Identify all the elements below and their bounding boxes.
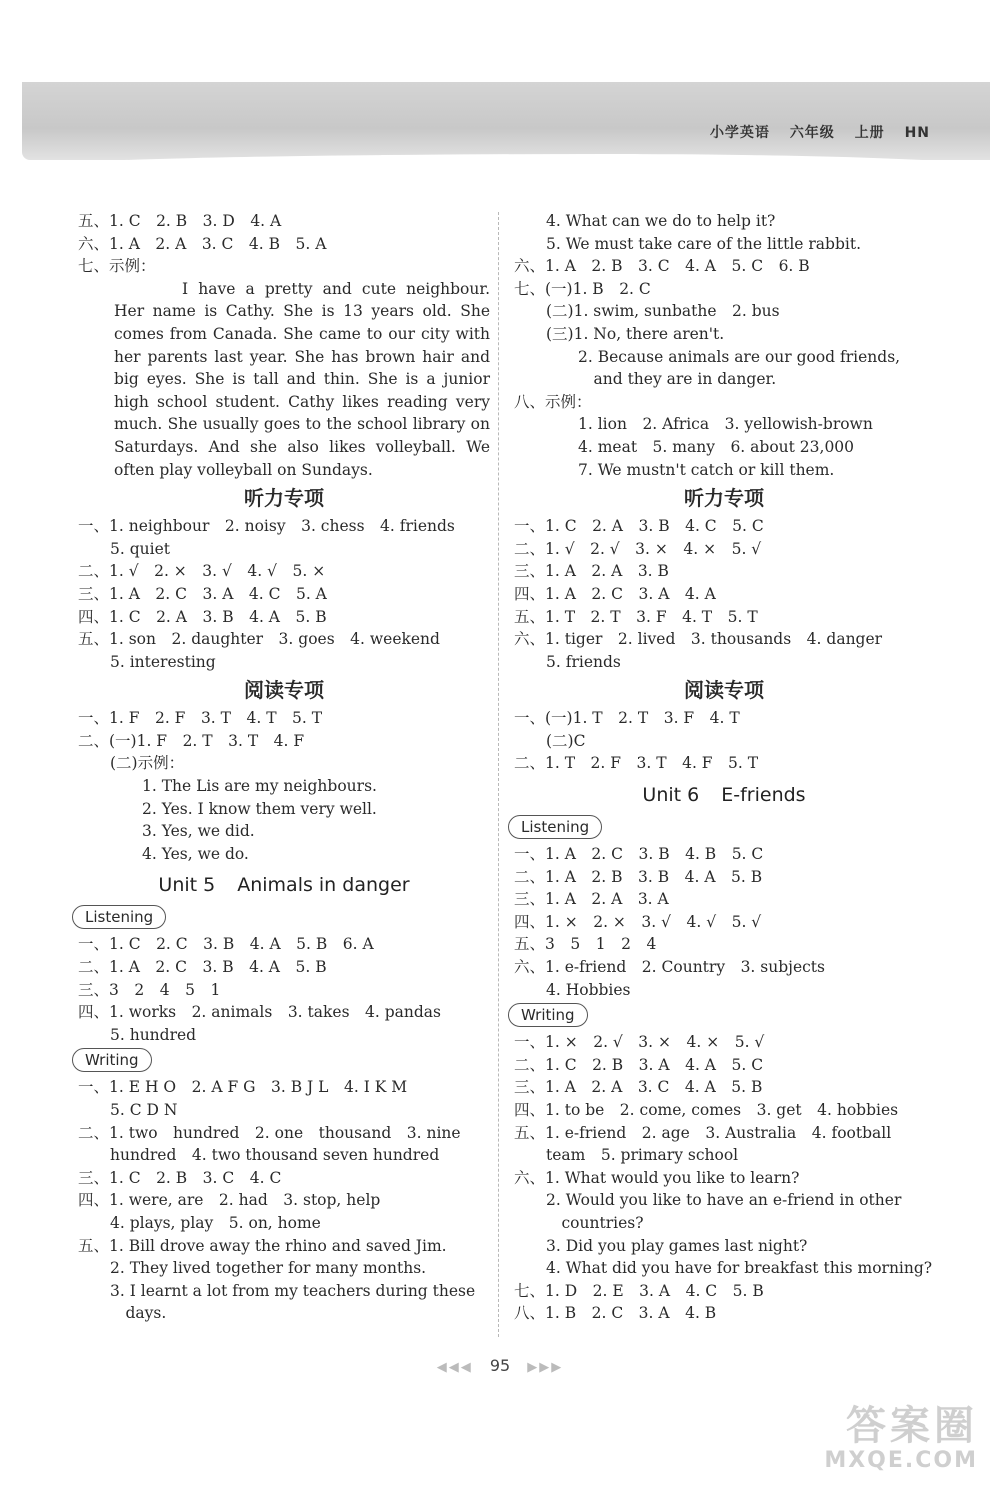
header-edition: HN bbox=[904, 125, 930, 141]
answer-line: 八、示例： bbox=[514, 392, 592, 411]
answer-line: 七、示例： bbox=[78, 257, 156, 276]
answer-line: 七、(一)1. B 2. C bbox=[514, 279, 651, 298]
section-tag: Writing bbox=[72, 1048, 152, 1072]
answer-line: 5. interesting bbox=[110, 652, 216, 671]
answer-line: 六、1. What would you like to learn? bbox=[514, 1168, 800, 1187]
answer-line: 5. We must take care of the little rabbit. bbox=[546, 234, 862, 253]
answer-line: 二、1. two hundred 2. one thousand 3. nine bbox=[78, 1123, 461, 1142]
answer-line: 二、1. A 2. C 3. B 4. A 5. B bbox=[78, 958, 327, 977]
section-tag-row bbox=[78, 903, 490, 933]
answer-line: 三、1. A 2. C 3. A 4. C 5. A bbox=[78, 584, 327, 603]
answer-line: hundred 4. two thousand seven hundred bbox=[110, 1146, 440, 1165]
section-tag: Listening bbox=[72, 905, 166, 929]
answer-line: 二、1. T 2. F 3. T 4. F 5. T bbox=[514, 754, 759, 773]
answer-line: days. bbox=[110, 1304, 167, 1323]
answer-line: 4. meat 5. many 6. about 23,000 bbox=[578, 437, 855, 456]
answer-line: 一、1. C 2. A 3. B 4. C 5. C bbox=[514, 517, 764, 536]
answer-line: (二)示例： bbox=[110, 754, 185, 773]
answer-line: (三)1. No, there aren't. bbox=[546, 324, 725, 343]
unit-title: E-friends bbox=[721, 784, 806, 807]
header-grade: 六年级 bbox=[789, 125, 835, 141]
unit-heading bbox=[78, 871, 490, 899]
answer-line: team 5. primary school bbox=[546, 1146, 739, 1165]
section-heading: 阅读专项 bbox=[244, 678, 324, 703]
answer-line: 一、(一)1. T 2. T 3. F 4. T bbox=[514, 709, 740, 728]
answer-line: 二、(一)1. F 2. T 3. T 4. F bbox=[78, 731, 305, 750]
answer-line: 一、1. F 2. F 3. T 4. T 5. T bbox=[78, 709, 323, 728]
prev-arrows-icon: ◀◀◀ bbox=[436, 1360, 473, 1375]
section-tag: Listening bbox=[508, 815, 602, 839]
unit-title: Animals in danger bbox=[237, 874, 410, 897]
answer-line: 八、1. B 2. C 3. A 4. B bbox=[514, 1304, 717, 1323]
section-tag-row bbox=[78, 1046, 490, 1076]
answer-line: 二、1. √ 2. × 3. √ 4. √ 5. × bbox=[78, 562, 326, 581]
answer-line: 4. plays, play 5. on, home bbox=[110, 1213, 321, 1232]
watermark-logo bbox=[824, 1404, 978, 1473]
answer-line: 7. We mustn't catch or kill them. bbox=[578, 460, 835, 479]
answer-line: 一、1. C 2. C 3. B 4. A 5. B 6. A bbox=[78, 935, 374, 954]
answer-line: 3. I learnt a lot from my teachers during these bbox=[110, 1281, 476, 1300]
answer-line: 三、1. A 2. A 3. C 4. A 5. B bbox=[514, 1078, 763, 1097]
section-heading: 听力专项 bbox=[684, 486, 764, 511]
answer-line: 五、1. e-friend 2. age 3. Australia 4. football bbox=[514, 1123, 892, 1142]
answer-line: 五、1. T 2. T 3. F 4. T 5. T bbox=[514, 607, 758, 626]
running-header bbox=[696, 122, 930, 142]
answer-line: countries? bbox=[546, 1213, 644, 1232]
answer-line: 4. Hobbies bbox=[546, 980, 631, 999]
answer-line: 四、1. works 2. animals 3. takes 4. pandas bbox=[78, 1003, 442, 1022]
answer-line: 5. quiet bbox=[110, 539, 170, 558]
answer-line: 2. Yes. I know them very well. bbox=[142, 799, 377, 818]
answer-line: 2. They lived together for many months. bbox=[110, 1259, 427, 1278]
answer-line: (二)1. swim, sunbathe 2. bus bbox=[546, 302, 780, 321]
answer-line: 5. C D N bbox=[110, 1101, 178, 1119]
answer-line: 1. The Lis are my neighbours. bbox=[142, 777, 377, 796]
answer-line: 四、1. to be 2. come, comes 3. get 4. hobbies bbox=[514, 1101, 899, 1119]
unit-number: Unit 5 bbox=[158, 874, 216, 897]
column-divider bbox=[498, 212, 499, 1337]
answer-line: 二、1. √ 2. √ 3. × 4. × 5. √ bbox=[514, 539, 762, 558]
answer-line: 三、1. A 2. A 3. A bbox=[514, 890, 669, 909]
section-heading: 听力专项 bbox=[244, 486, 324, 511]
answer-line: 二、1. A 2. B 3. B 4. A 5. B bbox=[514, 867, 763, 886]
answer-line: 2. Because animals are our good friends, bbox=[578, 347, 901, 366]
unit-heading bbox=[514, 781, 934, 809]
answer-line: 四、1. were, are 2. had 3. stop, help bbox=[78, 1191, 381, 1210]
answer-line: 3. Did you play games last night? bbox=[546, 1236, 808, 1255]
answer-line: 5. friends bbox=[546, 652, 621, 671]
answer-line: 五、1. C 2. B 3. D 4. A bbox=[78, 212, 282, 230]
answer-line: 五、1. Bill drove away the rhino and saved Jim. bbox=[78, 1236, 447, 1255]
answer-line: 七、1. D 2. E 3. A 4. C 5. B bbox=[514, 1281, 764, 1300]
answer-line: and they are in danger. bbox=[578, 370, 777, 389]
section-heading: 阅读专项 bbox=[684, 678, 764, 703]
answer-line: 一、1. A 2. C 3. B 4. B 5. C bbox=[514, 845, 764, 864]
answer-line: 4. Yes, we do. bbox=[142, 844, 249, 863]
sample-essay: I have a pretty and cute neighbour. Her name is Cathy. She is 13 years old. She comes from Canada. She came to our city with her parents last year. She has brown hair and big eyes. She is tall and thin. She is a junior high school student. Cathy likes reading very much. She usually goes to the school library on Saturdays. And she also likes volleyball. We often play volleyball on Sundays. bbox=[114, 279, 490, 479]
section-tag-row bbox=[514, 1001, 934, 1031]
answer-line: 四、1. A 2. C 3. A 4. A bbox=[514, 584, 716, 603]
next-arrows-icon: ▶▶▶ bbox=[527, 1360, 564, 1375]
header-subject: 小学英语 bbox=[709, 125, 770, 141]
answer-line: 一、1. E H O 2. A F G 3. B J L 4. I K M bbox=[78, 1078, 408, 1097]
header-volume: 上册 bbox=[854, 125, 885, 141]
answer-line: 2. Would you like to have an e-friend in other bbox=[546, 1191, 902, 1210]
answer-line: 一、1. neighbour 2. noisy 3. chess 4. friends bbox=[78, 517, 455, 536]
answer-line: 五、3 5 1 2 4 bbox=[514, 935, 657, 954]
page-number: 95 bbox=[489, 1356, 511, 1375]
answer-line: 5. hundred bbox=[110, 1025, 197, 1044]
answer-line: 4. What can we do to help it? bbox=[546, 212, 776, 230]
page-footer bbox=[0, 1356, 1000, 1375]
answer-line: 四、1. × 2. × 3. √ 4. √ 5. √ bbox=[514, 912, 762, 931]
section-tag: Writing bbox=[508, 1003, 588, 1027]
answer-line: 一、1. × 2. √ 3. × 4. × 5. √ bbox=[514, 1033, 765, 1052]
answer-line: 1. lion 2. Africa 3. yellowish-brown bbox=[578, 415, 873, 434]
watermark-main: 答案圈 bbox=[846, 1403, 978, 1449]
left-column bbox=[78, 210, 490, 1325]
section-tag-row bbox=[514, 813, 934, 843]
unit-number: Unit 6 bbox=[642, 784, 700, 807]
answer-line: 六、1. A 2. A 3. C 4. B 5. A bbox=[78, 234, 327, 253]
header-band bbox=[22, 82, 990, 160]
answer-line: 三、3 2 4 5 1 bbox=[78, 980, 221, 999]
answer-line: 六、1. A 2. B 3. C 4. A 5. C 6. B bbox=[514, 257, 810, 276]
answer-line: 四、1. C 2. A 3. B 4. A 5. B bbox=[78, 607, 327, 626]
answer-line: 六、1. e-friend 2. Country 3. subjects bbox=[514, 958, 825, 977]
right-column bbox=[514, 210, 934, 1325]
watermark-url: MXQE.COM bbox=[824, 1448, 978, 1473]
answer-line: 3. Yes, we did. bbox=[142, 822, 255, 841]
answer-line: 五、1. son 2. daughter 3. goes 4. weekend bbox=[78, 630, 440, 649]
answer-line: 4. What did you have for breakfast this morning? bbox=[546, 1259, 933, 1278]
answer-line: 三、1. A 2. A 3. B bbox=[514, 562, 669, 581]
answer-line: 二、1. C 2. B 3. A 4. A 5. C bbox=[514, 1055, 764, 1074]
answer-line: 三、1. C 2. B 3. C 4. C bbox=[78, 1168, 282, 1187]
answer-line: (二)C bbox=[546, 731, 586, 750]
answer-line: 六、1. tiger 2. lived 3. thousands 4. danger bbox=[514, 630, 883, 649]
